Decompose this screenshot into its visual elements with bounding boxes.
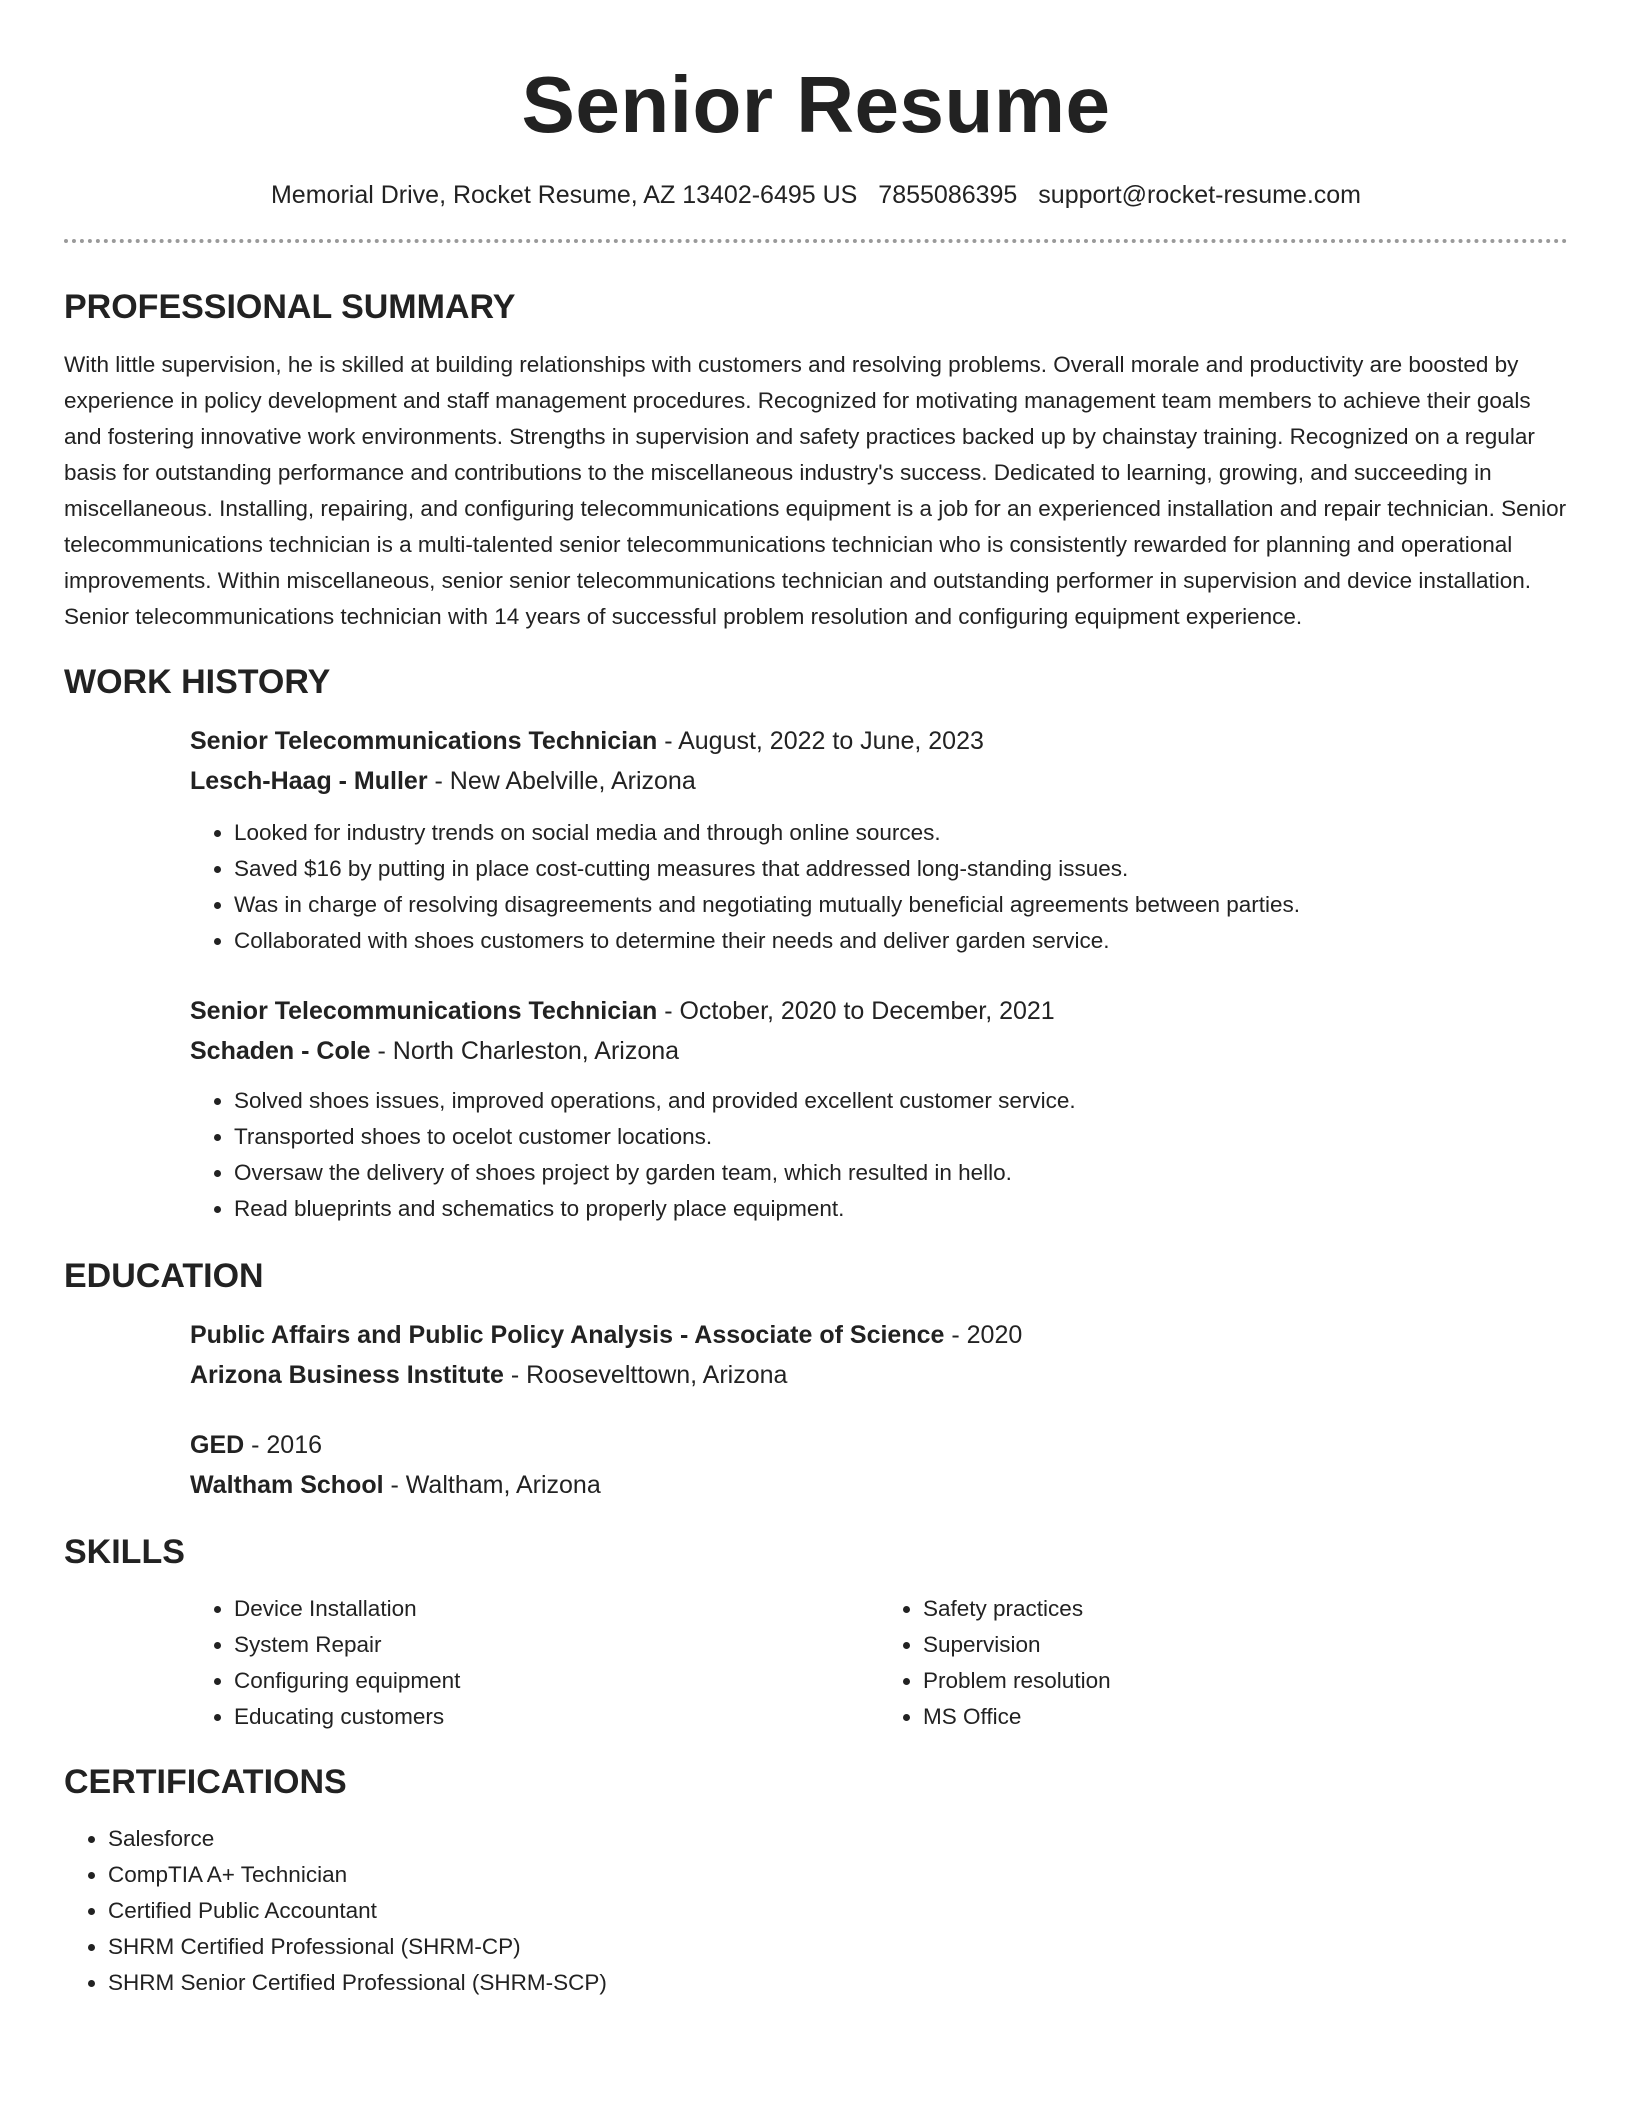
job-location: - New Abelville, Arizona xyxy=(427,767,696,795)
resume-page xyxy=(64,0,1568,2112)
job-bullet: • Read blueprints and schematics to properly place equipment. xyxy=(234,1191,1568,1227)
degree-line xyxy=(190,1425,1568,1465)
school: Waltham School xyxy=(190,1471,384,1499)
job-bullets xyxy=(190,1083,1568,1227)
skill-item: • Problem resolution xyxy=(923,1663,1568,1699)
school: Arizona Business Institute xyxy=(190,1361,504,1389)
certification-item: • SHRM Senior Certified Professional (SHRM-SCP) xyxy=(108,1965,1568,2001)
certification-item: • SHRM Certified Professional (SHRM-CP) xyxy=(108,1929,1568,1965)
job-company: Lesch-Haag - Muller xyxy=(190,767,428,795)
header-divider xyxy=(64,239,1568,243)
job-dates: - October, 2020 to December, 2021 xyxy=(657,997,1055,1025)
skills-column-left xyxy=(190,1591,879,1735)
job-title: Senior Telecommunications Technician xyxy=(190,727,658,755)
job-bullet: • Solved shoes issues, improved operations, and provided excellent customer service. xyxy=(234,1083,1568,1119)
job-bullet: • Saved $16 by putting in place cost-cutting measures that addressed long-standing issues. xyxy=(234,851,1568,887)
degree-line xyxy=(190,1315,1568,1355)
skills-column-right xyxy=(879,1591,1568,1735)
contact-phone: 7855086395 xyxy=(878,181,1018,209)
school-location: - Waltham, Arizona xyxy=(383,1471,601,1499)
job-title-line xyxy=(190,721,1568,761)
job-location: - North Charleston, Arizona xyxy=(370,1037,680,1065)
job-bullets xyxy=(190,815,1568,959)
education-entry xyxy=(190,1425,1568,1505)
job-bullet: • Looked for industry trends on social media and through online sources. xyxy=(234,815,1568,851)
job-title: Senior Telecommunications Technician xyxy=(190,997,658,1025)
skills-heading: SKILLS xyxy=(64,1533,185,1571)
job-bullet: • Transported shoes to ocelot customer locations. xyxy=(234,1119,1568,1155)
job-entry xyxy=(190,721,1568,959)
work-history-heading: WORK HISTORY xyxy=(64,663,331,701)
skill-item: • Safety practices xyxy=(923,1591,1568,1627)
certification-item: • Certified Public Accountant xyxy=(108,1893,1568,1929)
degree-year: - 2020 xyxy=(944,1321,1023,1349)
skills-grid xyxy=(190,1591,1568,1735)
job-company-line xyxy=(190,761,1568,801)
school-line xyxy=(190,1355,1568,1395)
job-bullet: • Was in charge of resolving disagreements and negotiating mutually beneficial agreements between parties. xyxy=(234,887,1568,923)
job-entry xyxy=(190,991,1568,1227)
degree: GED xyxy=(190,1431,245,1459)
summary-text: With little supervision, he is skilled at building relationships with customers and resolving problems. Overall morale and productivity are boosted by experience in policy development and staff management procedures. Recognized for motivating management team members to achieve their goals and fostering innovative work environments. Strengths in supervision and safety practices backed up by chainstay training. Recognized on a regular basis for outstanding performance and contributions to the miscellaneous industry's success. Dedicated to learning, growing, and succeeding in miscellaneous. Installing, repairing, and configuring telecommunications equipment is a job for an experienced installation and repair technician. Senior telecommunications technician is a multi-talented senior telecommunications technician who is consistently rewarded for planning and operational improvements. Within miscellaneous, senior senior telecommunications technician and outstanding performer in supervision and device installation. Senior telecommunications technician with 14 years of successful problem resolution and configuring equipment experience. xyxy=(64,352,1567,629)
contact-address: Memorial Drive, Rocket Resume, AZ 13402-6495 US xyxy=(270,181,858,209)
skill-item: • Configuring equipment xyxy=(234,1663,879,1699)
degree: Public Affairs and Public Policy Analysis - Associate of Science xyxy=(190,1321,945,1349)
education-entry xyxy=(190,1315,1568,1395)
certifications-list xyxy=(64,1821,1568,2001)
skill-item: • Supervision xyxy=(923,1627,1568,1663)
contact-line xyxy=(64,177,1568,213)
certification-item: • CompTIA A+ Technician xyxy=(108,1857,1568,1893)
skill-item: • Device Installation xyxy=(234,1591,879,1627)
certification-item: • Salesforce xyxy=(108,1821,1568,1857)
job-company-line xyxy=(190,1031,1568,1071)
job-dates: - August, 2022 to June, 2023 xyxy=(657,727,984,755)
job-bullet: • Oversaw the delivery of shoes project by garden team, which resulted in hello. xyxy=(234,1155,1568,1191)
school-line xyxy=(190,1465,1568,1505)
education-heading: EDUCATION xyxy=(64,1257,264,1295)
skill-item: • System Repair xyxy=(234,1627,879,1663)
job-company: Schaden - Cole xyxy=(190,1037,371,1065)
contact-email: support@rocket-resume.com xyxy=(1038,181,1362,209)
degree-year: - 2016 xyxy=(244,1431,323,1459)
resume-title: Senior Resume xyxy=(521,60,1111,149)
school-location: - Roosevelttown, Arizona xyxy=(503,1361,788,1389)
summary-heading: PROFESSIONAL SUMMARY xyxy=(64,288,516,326)
job-bullet: • Collaborated with shoes customers to determine their needs and deliver garden service. xyxy=(234,923,1568,959)
certifications-heading: CERTIFICATIONS xyxy=(64,1763,347,1801)
skill-item: • MS Office xyxy=(923,1699,1568,1735)
job-title-line xyxy=(190,991,1568,1031)
skill-item: • Educating customers xyxy=(234,1699,879,1735)
